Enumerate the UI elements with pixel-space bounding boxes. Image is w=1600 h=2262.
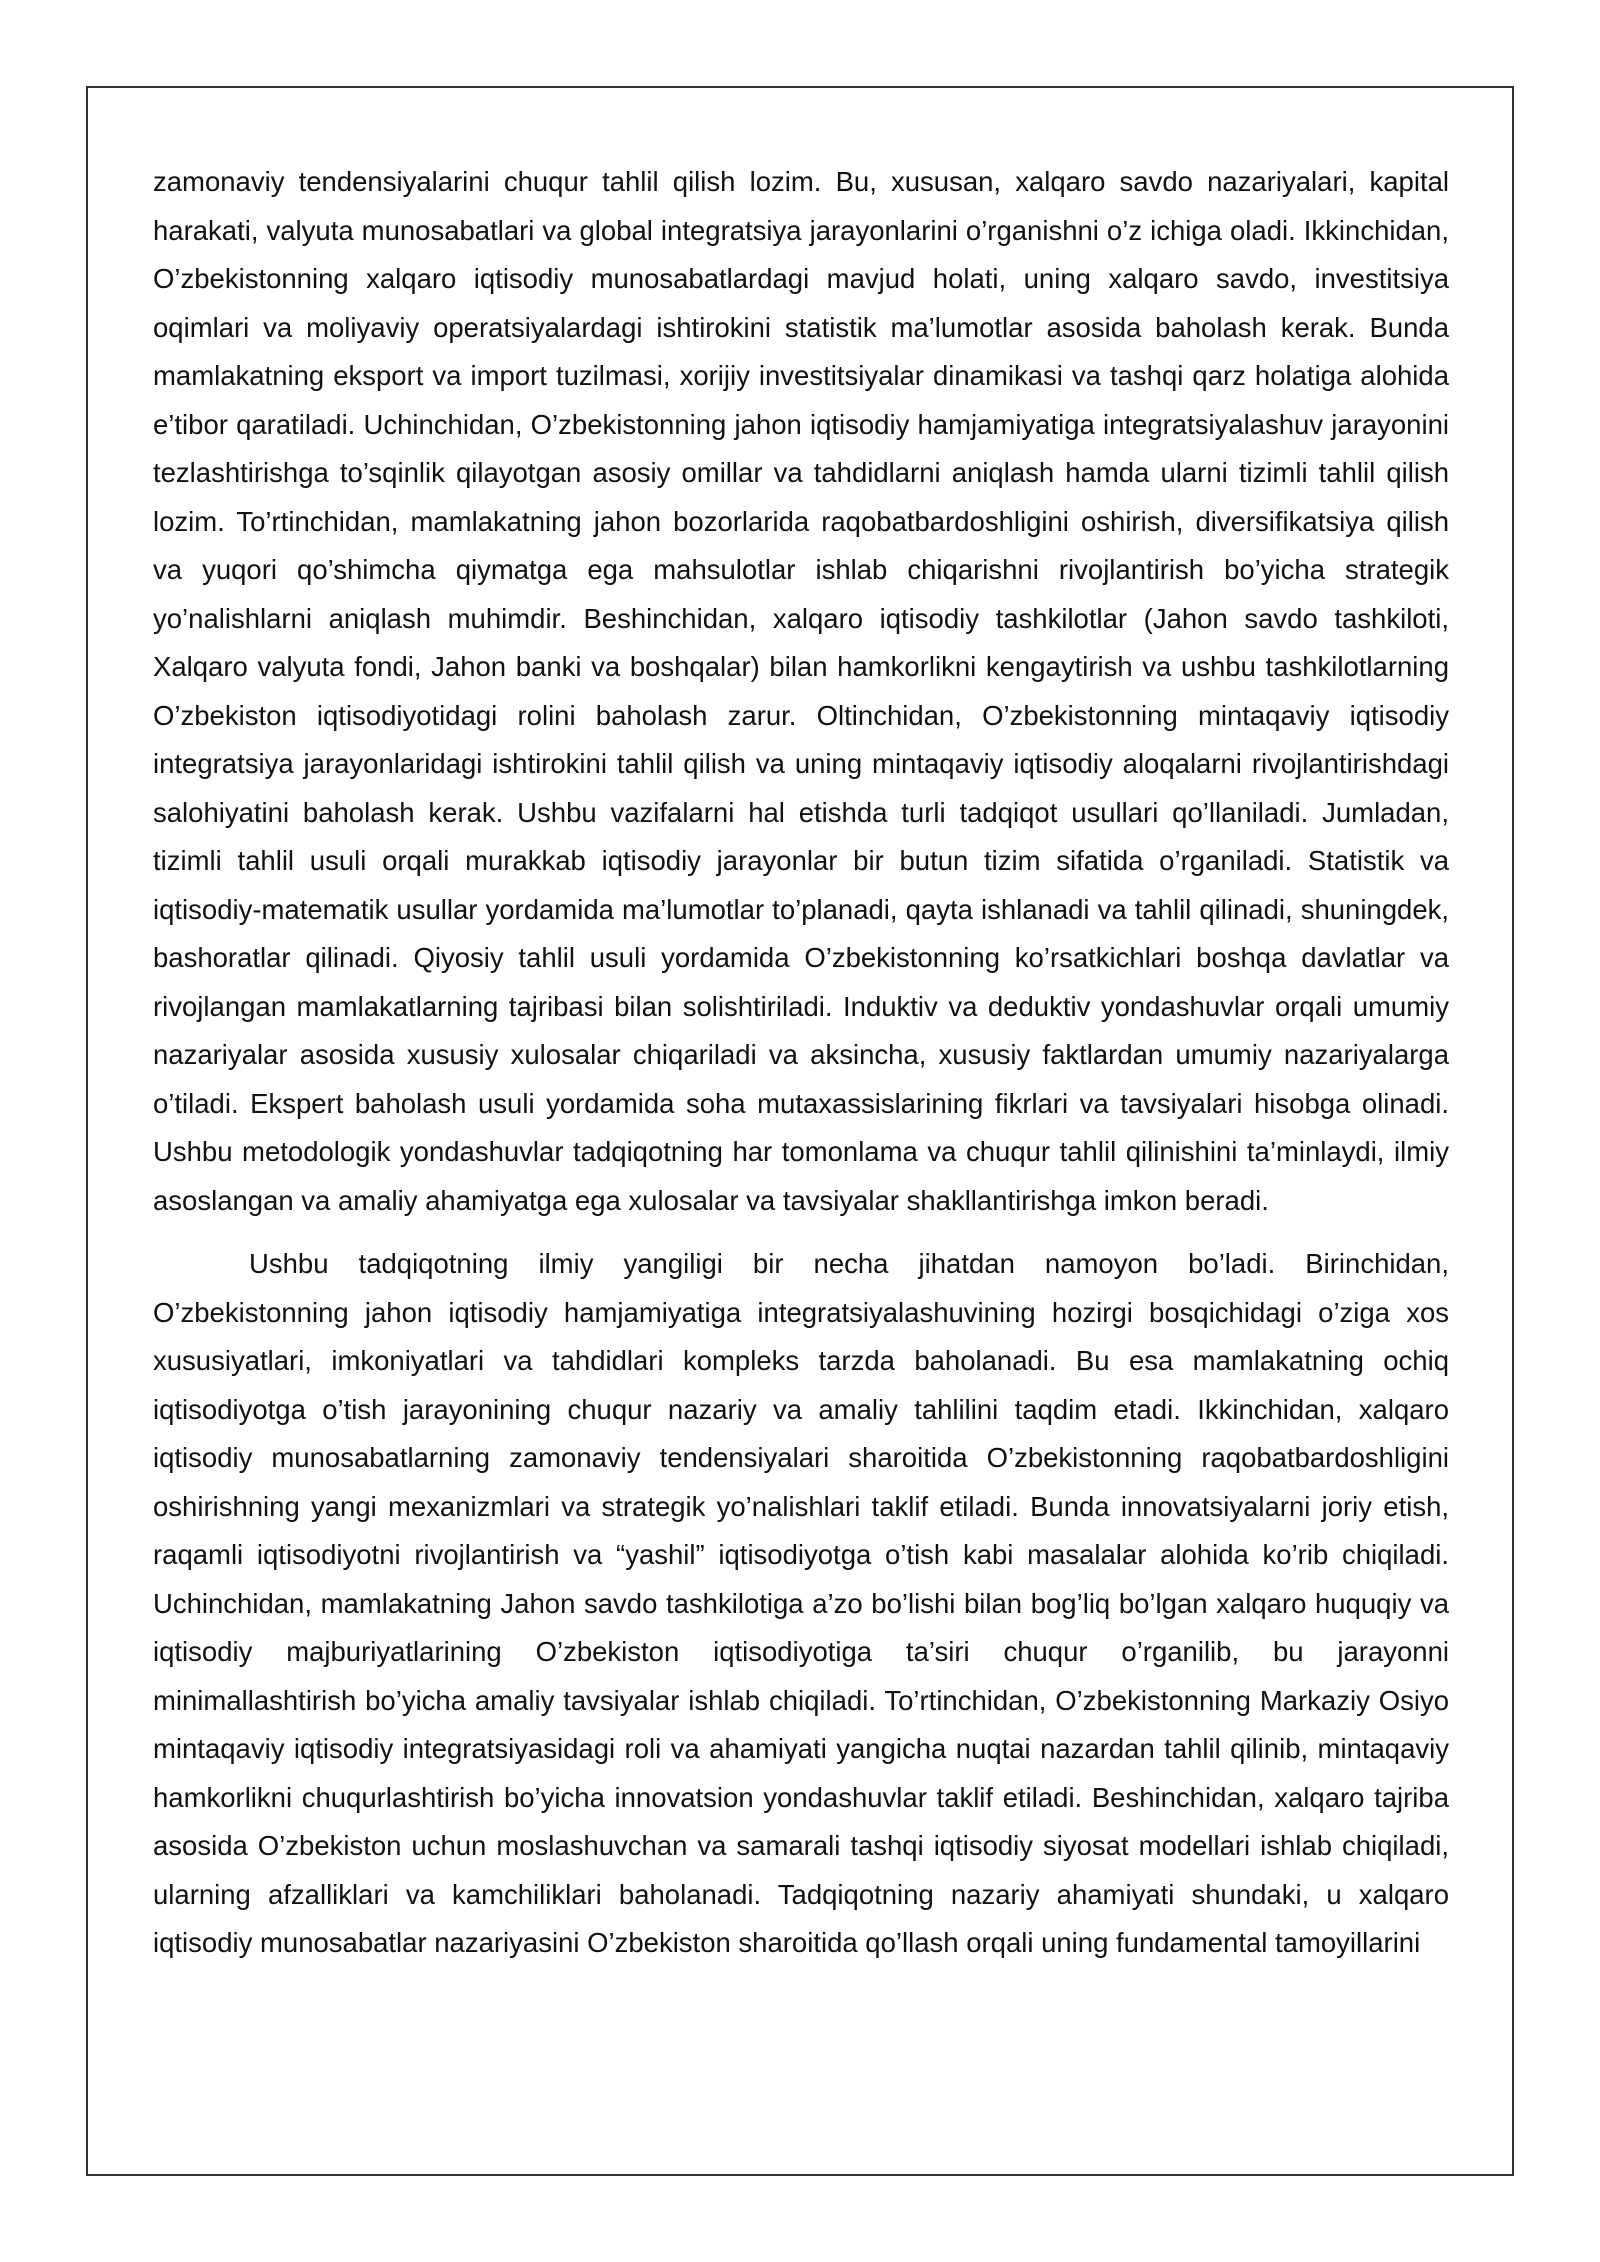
document-body <box>153 158 1449 1968</box>
paragraph-scientific-novelty: Ushbu tadqiqotning ilmiy yangiligi bir necha jihatdan namoyon bo’ladi. Birinchidan, O’zbekistonning jahon iqtisodiy hamjamiyatiga integratsiyalashuvining hozirgi bosqichidagi o’ziga xos xususiyatlari, imkoniyatlari va tahdidlari kompleks tarzda baholanadi. Bu esa mamlakatning ochiq iqtisodiyotga o’tish jarayonining chuqur nazariy va amaliy tahlilini taqdim etadi. Ikkinchidan, xalqaro iqtisodiy munosabatlarning zamonaviy tendensiyalari sharoitida O’zbekistonning raqobatbardoshligini oshirishning yangi mexanizmlari va strategik yo’nalishlari taklif etiladi. Bunda innovatsiyalarni joriy etish, raqamli iqtisodiyotni rivojlantirish va “yashil” iqtisodiyotga o’tish kabi masalalar alohida ko’rib chiqiladi. Uchinchidan, mamlakatning Jahon savdo tashkilotiga a’zo bo’lishi bilan bog’liq bo’lgan xalqaro huquqiy va iqtisodiy majburiyatlarining O’zbekiston iqtisodiyotiga ta’siri chuqur o’rganilib, bu jarayonni minimallashtirish bo’yicha amaliy tavsiyalar ishlab chiqiladi. To’rtinchidan, O’zbekistonning Markaziy Osiyo mintaqaviy iqtisodiy integratsiyasidagi roli va ahamiyati yangicha nuqtai nazardan tahlil qilinib, mintaqaviy hamkorlikni chuqurlashtirish bo’yicha innovatsion yondashuvlar taklif etiladi. Beshinchidan, xalqaro tajriba asosida O’zbekiston uchun moslashuvchan va samarali tashqi iqtisodiy siyosat modellari ishlab chiqiladi, ularning afzalliklari va kamchiliklari baholanadi. Tadqiqotning nazariy ahamiyati shundaki, u xalqaro iqtisodiy munosabatlar nazariyasini O’zbekiston sharoitida qo’llash orqali uning fundamental tamoyillarini <box>153 1248 1449 1958</box>
paragraph-methods: zamonaviy tendensiyalarini chuqur tahlil qilish lozim. Bu, xususan, xalqaro savdo nazariyalari, kapital harakati, valyuta munosabatlari va global integratsiya jarayonlarini o’rganishni o’z ichiga oladi. Ikkinchidan, O’zbekistonning xalqaro iqtisodiy munosabatlardagi mavjud holati, uning xalqaro savdo, investitsiya oqimlari va moliyaviy operatsiyalardagi ishtirokini statistik ma’lumotlar asosida baholash kerak. Bunda mamlakatning eksport va import tuzilmasi, xorijiy investitsiyalar dinamikasi va tashqi qarz holatiga alohida e’tibor qaratiladi. Uchinchidan, O’zbekistonning jahon iqtisodiy hamjamiyatiga integratsiyalashuv jarayonini tezlashtirishga to’sqinlik qilayotgan asosiy omillar va tahdidlarni aniqlash hamda ularni tizimli tahlil qilish lozim. To’rtinchidan, mamlakatning jahon bozorlarida raqobatbardoshligini oshirish, diversifikatsiya qilish va yuqori qo’shimcha qiymatga ega mahsulotlar ishlab chiqarishni rivojlantirish bo’yicha strategik yo’nalishlarni aniqlash muhimdir. Beshinchidan, xalqaro iqtisodiy tashkilotlar (Jahon savdo tashkiloti, Xalqaro valyuta fondi, Jahon banki va boshqalar) bilan hamkorlikni kengaytirish va ushbu tashkilotlarning O’zbekiston iqtisodiyotidagi rolini baholash zarur. Oltinchidan, O’zbekistonning mintaqaviy iqtisodiy integratsiya jarayonlaridagi ishtirokini tahlil qilish va uning mintaqaviy iqtisodiy aloqalarni rivojlantirishdagi salohiyatini baholash kerak. Ushbu vazifalarni hal etishda turli tadqiqot usullari qo’llaniladi. Jumladan, tizimli tahlil usuli orqali murakkab iqtisodiy jarayonlar bir butun tizim sifatida o’rganiladi. Statistik va iqtisodiy-matematik usullar yordamida ma’lumotlar to’planadi, qayta ishlanadi va tahlil qilinadi, shuningdek, bashoratlar qilinadi. Qiyosiy tahlil usuli yordamida O’zbekistonning ko’rsatkichlari boshqa davlatlar va rivojlangan mamlakatlarning tajribasi bilan solishtiriladi. Induktiv va deduktiv yondashuvlar orqali umumiy nazariyalar asosida xususiy xulosalar chiqariladi va aksincha, xususiy faktlardan umumiy nazariyalarga o’tiladi. Ekspert baholash usuli yordamida soha mutaxassislarining fikrlari va tavsiyalari hisobga olinadi. Ushbu metodologik yondashuvlar tadqiqotning har tomonlama va chuqur tahlil qilinishini ta’minlaydi, ilmiy asoslangan va amaliy ahamiyatga ega xulosalar va tavsiyalar shakllantirishga imkon beradi. <box>153 166 1449 1216</box>
